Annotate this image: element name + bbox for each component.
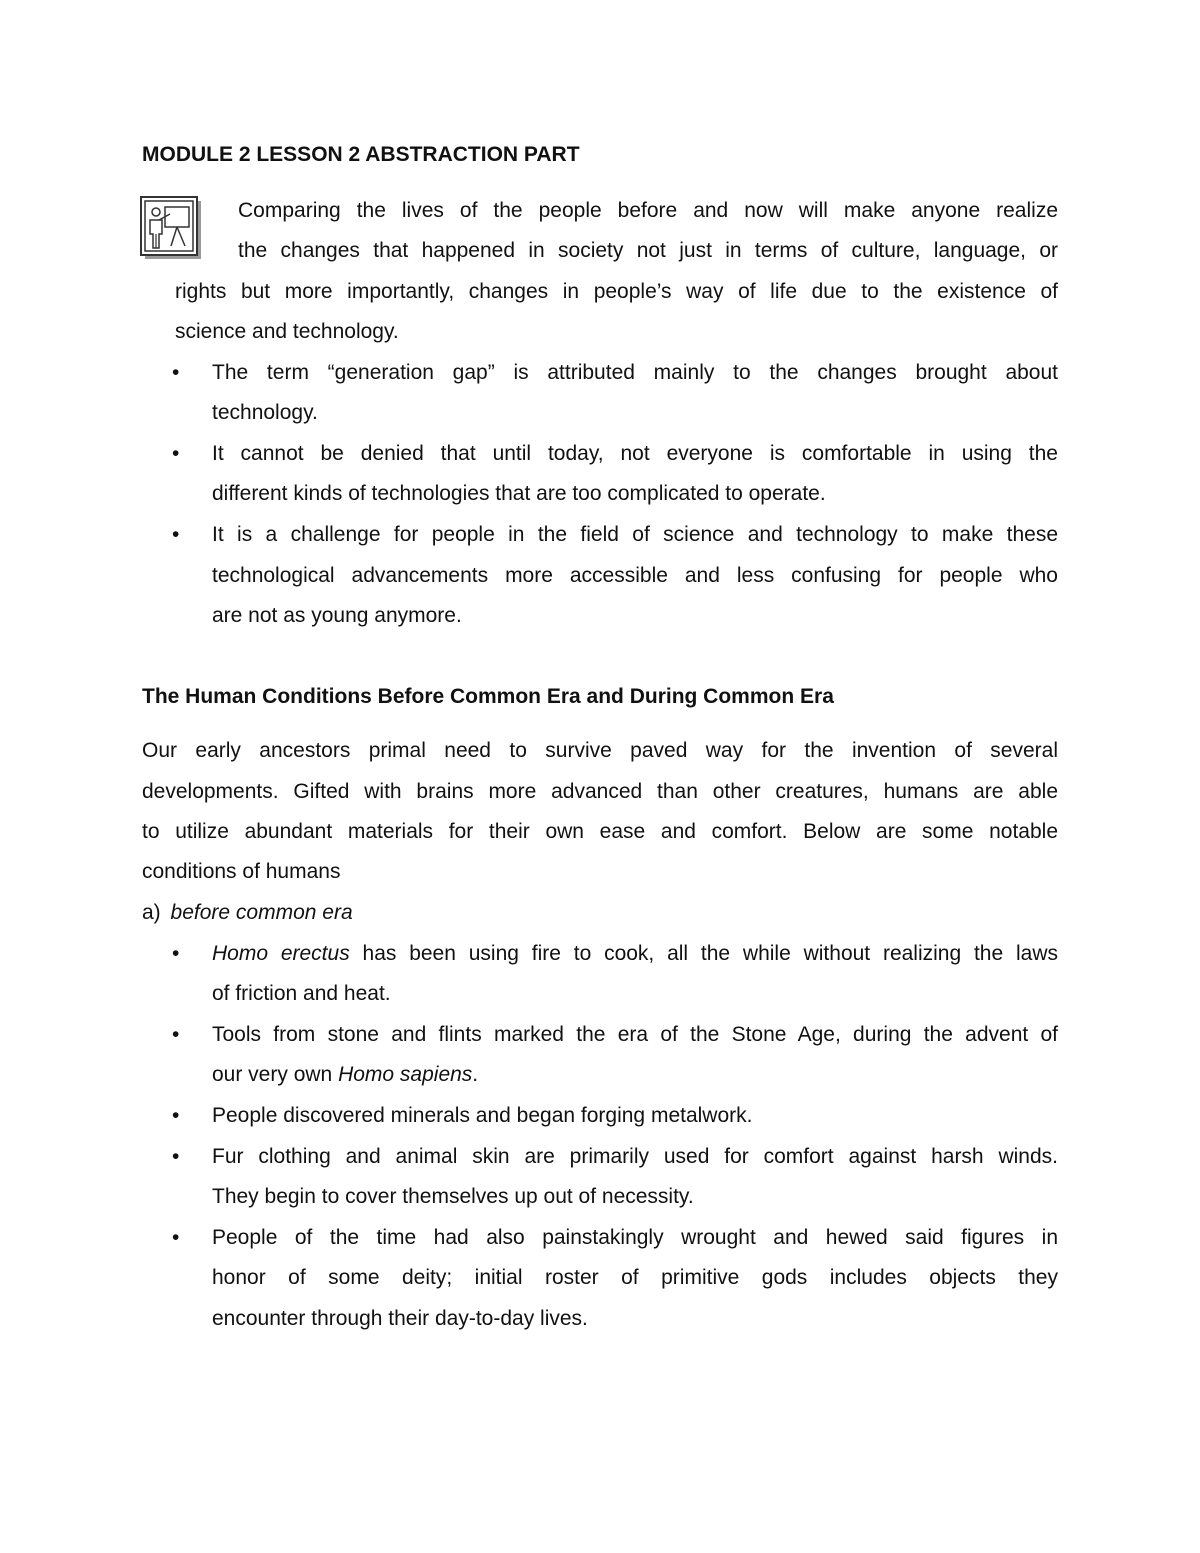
section-paragraph-line-3: to utilize abundant materials for their own ease and comfort. Below are some notable <box>142 820 1058 843</box>
bullet-2-line-1: It cannot be denied that until today, not everyone is comfortable in using the <box>212 442 1058 465</box>
era-bullet-5-line-3: encounter through their day-to-day lives. <box>212 1307 588 1330</box>
era-bullet-2-prefix: our very own <box>212 1063 339 1086</box>
bullet-1-line-2: technology. <box>212 401 318 424</box>
bullet-marker: • <box>172 942 180 965</box>
section-heading: The Human Conditions Before Common Era and During Common Era <box>142 685 834 708</box>
bullet-2-line-2: different kinds of technologies that are too complicated to operate. <box>212 482 826 505</box>
era-bullet-2-suffix: . <box>472 1063 479 1086</box>
bullet-marker: • <box>172 523 180 546</box>
intro-line-3: rights but more importantly, changes in people’s way of life due to the existence of <box>175 280 1058 303</box>
era-bullet-1-line-2: of friction and heat. <box>212 982 391 1005</box>
era-bullet-5-line-1: People of the time had also painstakingly wrought and hewed said figures in <box>212 1226 1058 1249</box>
teacher-presentation-icon <box>140 196 202 260</box>
era-bullet-1-text: has been using fire to cook, all the while without realizing the laws <box>349 942 1058 965</box>
species-name: Homo erectus <box>212 942 350 965</box>
sublist-item <box>142 899 353 927</box>
bullet-marker: • <box>172 1226 180 1249</box>
intro-line-2: the changes that happened in society not just in terms of culture, language, or <box>238 239 1058 262</box>
bullet-marker: • <box>172 361 180 384</box>
section-paragraph-line-4: conditions of humans <box>142 860 341 883</box>
era-bullet-2-line-2 <box>212 1061 478 1089</box>
section-paragraph-line-1: Our early ancestors primal need to survive paved way for the invention of several <box>142 739 1058 762</box>
bullet-marker: • <box>172 1023 180 1046</box>
module-heading: MODULE 2 LESSON 2 ABSTRACTION PART <box>142 143 580 166</box>
sublist-marker: a) <box>142 901 161 924</box>
era-bullet-2-line-1: Tools from stone and flints marked the era of the Stone Age, during the advent of <box>212 1023 1058 1046</box>
intro-line-1: Comparing the lives of the people before and now will make anyone realize <box>238 199 1058 222</box>
bullet-3-line-1: It is a challenge for people in the field of science and technology to make these <box>212 523 1058 546</box>
era-bullet-3-line-1: People discovered minerals and began forging metalwork. <box>212 1104 753 1127</box>
bullet-3-line-2: technological advancements more accessible and less confusing for people who <box>212 564 1058 587</box>
section-paragraph-line-2: developments. Gifted with brains more advanced than other creatures, humans are able <box>142 780 1058 803</box>
era-bullet-5-line-2: honor of some deity; initial roster of primitive gods includes objects they <box>212 1266 1058 1289</box>
intro-line-4: science and technology. <box>175 320 399 343</box>
bullet-marker: • <box>172 1104 180 1127</box>
bullet-1-line-1: The term “generation gap” is attributed mainly to the changes brought about <box>212 361 1058 384</box>
era-bullet-1-line-1 <box>212 940 1058 968</box>
bullet-3-line-3: are not as young anymore. <box>212 604 462 627</box>
era-bullet-4-line-1: Fur clothing and animal skin are primarily used for comfort against harsh winds. <box>212 1145 1058 1168</box>
species-name: Homo sapiens <box>338 1063 473 1086</box>
era-bullet-4-line-2: They begin to cover themselves up out of necessity. <box>212 1185 694 1208</box>
sublist-label: before common era <box>170 901 353 924</box>
bullet-marker: • <box>172 1145 180 1168</box>
bullet-marker: • <box>172 442 180 465</box>
